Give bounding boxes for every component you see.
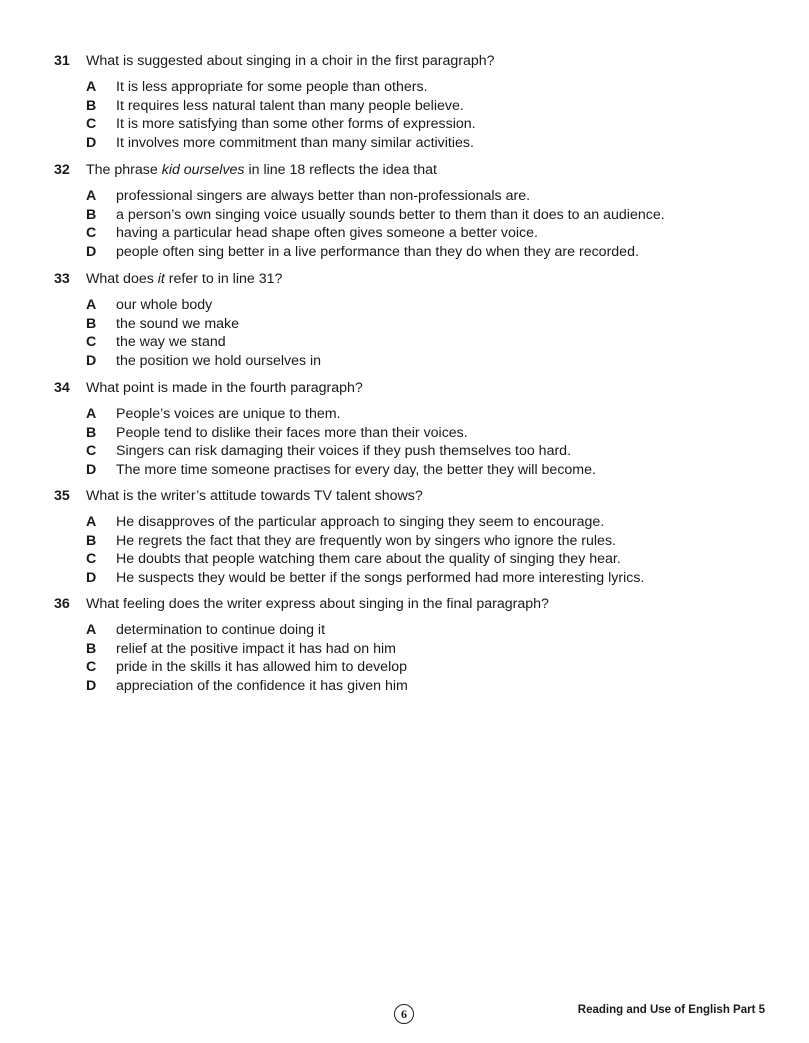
option-c [86,658,774,677]
option-letter: B [86,532,97,549]
question-33 [54,270,774,370]
option-b [86,532,774,551]
option-text: It requires less natural talent than many people believe. [116,97,464,114]
option-list [54,405,774,479]
option-text: people often sing better in a live performance than they do when they are recorded. [116,243,639,260]
question-stem [54,487,774,505]
option-text: It is less appropriate for some people than others. [116,79,428,95]
option-letter: D [86,569,97,586]
option-letter: C [86,551,97,568]
option-letter: C [86,443,97,460]
question-text: What is the writer’s attitude towards TV talent shows? [86,488,423,504]
option-a [86,513,774,532]
question-number: 36 [54,596,70,612]
question-number: 33 [54,271,70,287]
option-text: He suspects they would be better if the songs performed had more interesting lyrics. [116,569,645,586]
option-a [86,187,774,206]
option-letter: D [86,461,97,478]
option-letter: D [86,677,97,694]
option-list [54,187,774,261]
question-34 [54,379,774,479]
option-c [86,115,774,134]
question-36 [54,595,774,695]
option-text: the sound we make [116,315,240,332]
option-d [86,134,774,153]
option-letter: D [86,134,97,151]
option-b [86,424,774,443]
question-32 [54,161,774,261]
option-letter: B [86,315,97,332]
option-b [86,97,774,116]
option-text: Singers can risk damaging their voices if they push themselves too hard. [116,443,572,460]
option-text: It involves more commitment than many similar activities. [116,134,474,151]
option-letter: B [86,424,97,441]
option-letter: A [86,188,97,204]
option-text: It is more satisfying than some other forms of expression. [116,116,476,133]
question-35 [54,487,774,587]
option-letter: C [86,225,97,242]
option-letter: A [86,297,97,313]
option-letter: B [86,97,97,114]
option-text: appreciation of the confidence it has given him [116,677,408,694]
italic-phrase: kid ourselves [161,162,245,178]
option-d [86,352,774,371]
section-title: Reading and Use of English Part 5 [577,1004,765,1016]
option-b [86,315,774,334]
option-letter: C [86,659,97,676]
option-c [86,442,774,461]
question-number: 34 [54,380,70,396]
option-c [86,333,774,352]
option-letter: A [86,514,97,530]
option-d [86,569,774,588]
question-text: What point is made in the fourth paragraph? [86,380,363,396]
option-letter: A [86,406,97,422]
page-number: 6 [394,1004,414,1024]
option-a [86,296,774,315]
question-stem [54,270,774,288]
question-number: 35 [54,488,70,504]
option-a [86,405,774,424]
option-a [86,621,774,640]
option-text: relief at the positive impact it has had on him [116,640,396,657]
option-text: He disapproves of the particular approach to singing they seem to encourage. [116,514,605,530]
option-letter: C [86,334,97,351]
option-text: the position we hold ourselves in [116,352,322,369]
option-text: He doubts that people watching them care about the quality of singing they hear. [116,551,621,568]
option-text: the way we stand [116,334,226,351]
option-b [86,206,774,225]
option-d [86,677,774,696]
option-text: a person’s own singing voice usually sounds better to them than it does to an audience. [116,206,665,223]
option-text: professional singers are always better than non-professionals are. [116,188,531,204]
option-b [86,640,774,659]
option-d [86,243,774,262]
question-stem [54,379,774,397]
question-stem [54,595,774,613]
option-text: People tend to dislike their faces more than their voices. [116,424,468,441]
option-letter: C [86,116,97,133]
option-text: our whole body [116,297,213,313]
option-text: The more time someone practises for every day, the better they will become. [116,461,596,478]
option-letter: B [86,640,97,657]
question-31 [54,52,774,152]
question-stem [54,52,774,70]
option-text: determination to continue doing it [116,622,326,638]
option-text: having a particular head shape often gives someone a better voice. [116,225,538,242]
option-list [54,513,774,587]
option-list [54,78,774,152]
question-text: What feeling does the writer express about singing in the final paragraph? [86,596,549,612]
question-text: The phrase kid ourselves in line 18 reflects the idea that [86,162,437,178]
option-letter: D [86,352,97,369]
option-letter: D [86,243,97,260]
option-a [86,78,774,97]
option-letter: A [86,622,97,638]
question-stem [54,161,774,179]
option-text: People’s voices are unique to them. [116,406,341,422]
option-d [86,461,774,480]
question-text: What does it refer to in line 31? [86,271,283,287]
option-list [54,296,774,370]
option-text: He regrets the fact that they are frequently won by singers who ignore the rules. [116,532,616,549]
option-letter: B [86,206,97,223]
option-c [86,550,774,569]
option-text: pride in the skills it has allowed him to develop [116,659,407,676]
option-list [54,621,774,695]
question-number: 32 [54,162,70,178]
option-c [86,224,774,243]
question-number: 31 [54,53,70,69]
option-letter: A [86,79,97,95]
italic-phrase: it [157,271,165,287]
question-text: What is suggested about singing in a choir in the first paragraph? [86,53,495,69]
